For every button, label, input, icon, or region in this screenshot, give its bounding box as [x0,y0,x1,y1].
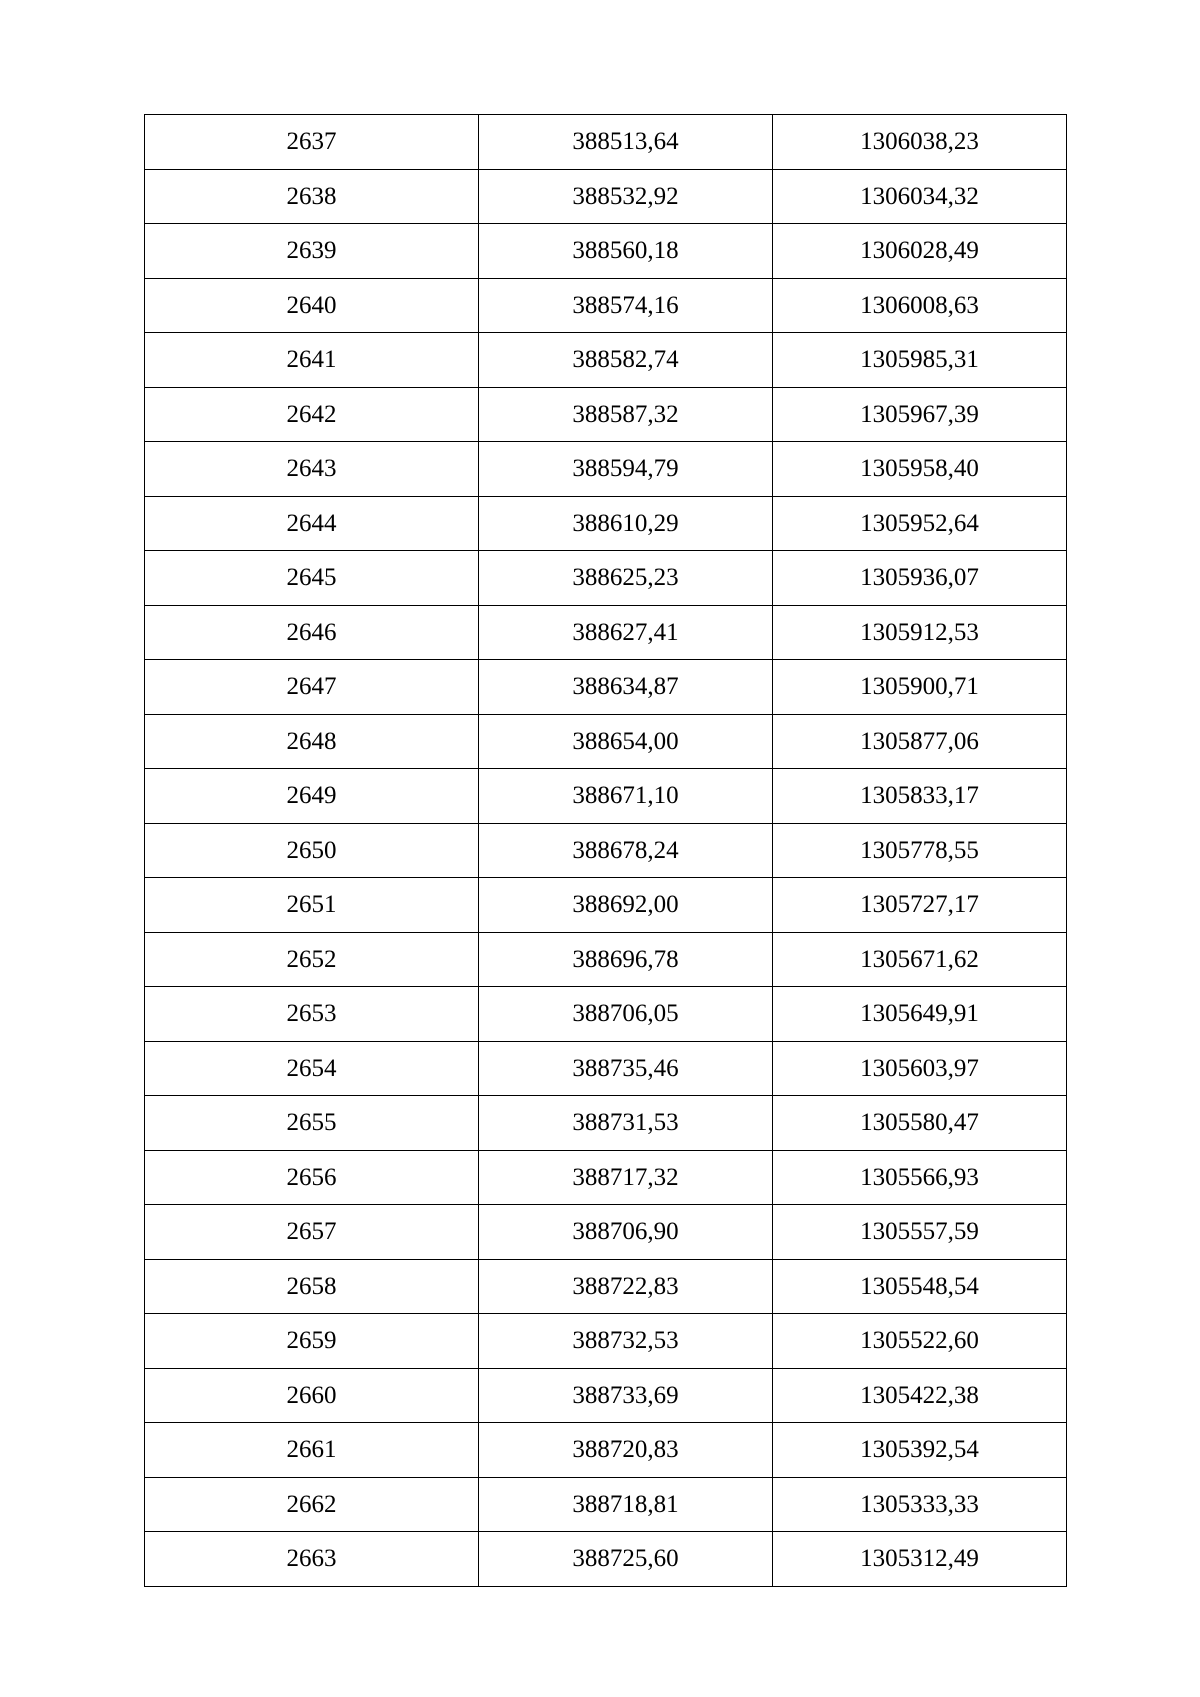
coordinates-table-body [145,115,1067,1587]
y-coordinate-cell: 1305727,17 [773,878,1067,933]
point-number-cell: 2642 [145,387,479,442]
point-number-cell: 2654 [145,1041,479,1096]
y-coordinate-cell: 1305580,47 [773,1096,1067,1151]
point-number-cell: 2640 [145,278,479,333]
table-row [145,1314,1067,1369]
x-coordinate-cell: 388627,41 [479,605,773,660]
x-coordinate-cell: 388582,74 [479,333,773,388]
y-coordinate-cell: 1306038,23 [773,115,1067,170]
y-coordinate-cell: 1305778,55 [773,823,1067,878]
table-row [145,115,1067,170]
x-coordinate-cell: 388735,46 [479,1041,773,1096]
point-number-cell: 2644 [145,496,479,551]
x-coordinate-cell: 388560,18 [479,224,773,279]
x-coordinate-cell: 388725,60 [479,1532,773,1587]
x-coordinate-cell: 388696,78 [479,932,773,987]
table-row [145,1477,1067,1532]
point-number-cell: 2658 [145,1259,479,1314]
y-coordinate-cell: 1305877,06 [773,714,1067,769]
point-number-cell: 2663 [145,1532,479,1587]
x-coordinate-cell: 388532,92 [479,169,773,224]
y-coordinate-cell: 1305649,91 [773,987,1067,1042]
y-coordinate-cell: 1305522,60 [773,1314,1067,1369]
x-coordinate-cell: 388731,53 [479,1096,773,1151]
point-number-cell: 2659 [145,1314,479,1369]
point-number-cell: 2643 [145,442,479,497]
point-number-cell: 2637 [145,115,479,170]
x-coordinate-cell: 388718,81 [479,1477,773,1532]
y-coordinate-cell: 1305548,54 [773,1259,1067,1314]
point-number-cell: 2653 [145,987,479,1042]
y-coordinate-cell: 1305900,71 [773,660,1067,715]
point-number-cell: 2638 [145,169,479,224]
y-coordinate-cell: 1305603,97 [773,1041,1067,1096]
table-row [145,987,1067,1042]
y-coordinate-cell: 1305566,93 [773,1150,1067,1205]
table-row [145,1423,1067,1478]
y-coordinate-cell: 1305952,64 [773,496,1067,551]
point-number-cell: 2650 [145,823,479,878]
x-coordinate-cell: 388692,00 [479,878,773,933]
point-number-cell: 2641 [145,333,479,388]
y-coordinate-cell: 1306034,32 [773,169,1067,224]
y-coordinate-cell: 1305671,62 [773,932,1067,987]
y-coordinate-cell: 1305392,54 [773,1423,1067,1478]
x-coordinate-cell: 388720,83 [479,1423,773,1478]
table-row [145,169,1067,224]
table-row [145,1096,1067,1151]
table-row [145,769,1067,824]
point-number-cell: 2649 [145,769,479,824]
point-number-cell: 2648 [145,714,479,769]
table-row [145,1259,1067,1314]
y-coordinate-cell: 1305833,17 [773,769,1067,824]
table-row [145,278,1067,333]
point-number-cell: 2645 [145,551,479,606]
table-row [145,714,1067,769]
table-row [145,1205,1067,1260]
coordinates-table [144,114,1067,1587]
point-number-cell: 2647 [145,660,479,715]
x-coordinate-cell: 388610,29 [479,496,773,551]
point-number-cell: 2652 [145,932,479,987]
x-coordinate-cell: 388654,00 [479,714,773,769]
table-row [145,1150,1067,1205]
table-row [145,660,1067,715]
x-coordinate-cell: 388732,53 [479,1314,773,1369]
point-number-cell: 2651 [145,878,479,933]
table-row [145,333,1067,388]
y-coordinate-cell: 1306028,49 [773,224,1067,279]
table-row [145,387,1067,442]
table-row [145,224,1067,279]
table-row [145,1041,1067,1096]
y-coordinate-cell: 1305985,31 [773,333,1067,388]
point-number-cell: 2656 [145,1150,479,1205]
point-number-cell: 2662 [145,1477,479,1532]
x-coordinate-cell: 388574,16 [479,278,773,333]
x-coordinate-cell: 388513,64 [479,115,773,170]
y-coordinate-cell: 1305967,39 [773,387,1067,442]
x-coordinate-cell: 388706,05 [479,987,773,1042]
x-coordinate-cell: 388634,87 [479,660,773,715]
table-row [145,878,1067,933]
x-coordinate-cell: 388671,10 [479,769,773,824]
table-row [145,932,1067,987]
x-coordinate-cell: 388722,83 [479,1259,773,1314]
y-coordinate-cell: 1305312,49 [773,1532,1067,1587]
x-coordinate-cell: 388625,23 [479,551,773,606]
point-number-cell: 2655 [145,1096,479,1151]
table-row [145,823,1067,878]
x-coordinate-cell: 388706,90 [479,1205,773,1260]
table-row [145,1532,1067,1587]
x-coordinate-cell: 388678,24 [479,823,773,878]
x-coordinate-cell: 388587,32 [479,387,773,442]
y-coordinate-cell: 1305912,53 [773,605,1067,660]
table-row [145,1368,1067,1423]
y-coordinate-cell: 1305333,33 [773,1477,1067,1532]
y-coordinate-cell: 1305422,38 [773,1368,1067,1423]
x-coordinate-cell: 388733,69 [479,1368,773,1423]
point-number-cell: 2639 [145,224,479,279]
point-number-cell: 2661 [145,1423,479,1478]
y-coordinate-cell: 1305936,07 [773,551,1067,606]
x-coordinate-cell: 388717,32 [479,1150,773,1205]
table-row [145,442,1067,497]
y-coordinate-cell: 1306008,63 [773,278,1067,333]
x-coordinate-cell: 388594,79 [479,442,773,497]
table-row [145,551,1067,606]
point-number-cell: 2646 [145,605,479,660]
y-coordinate-cell: 1305958,40 [773,442,1067,497]
y-coordinate-cell: 1305557,59 [773,1205,1067,1260]
table-row [145,496,1067,551]
point-number-cell: 2660 [145,1368,479,1423]
point-number-cell: 2657 [145,1205,479,1260]
table-row [145,605,1067,660]
